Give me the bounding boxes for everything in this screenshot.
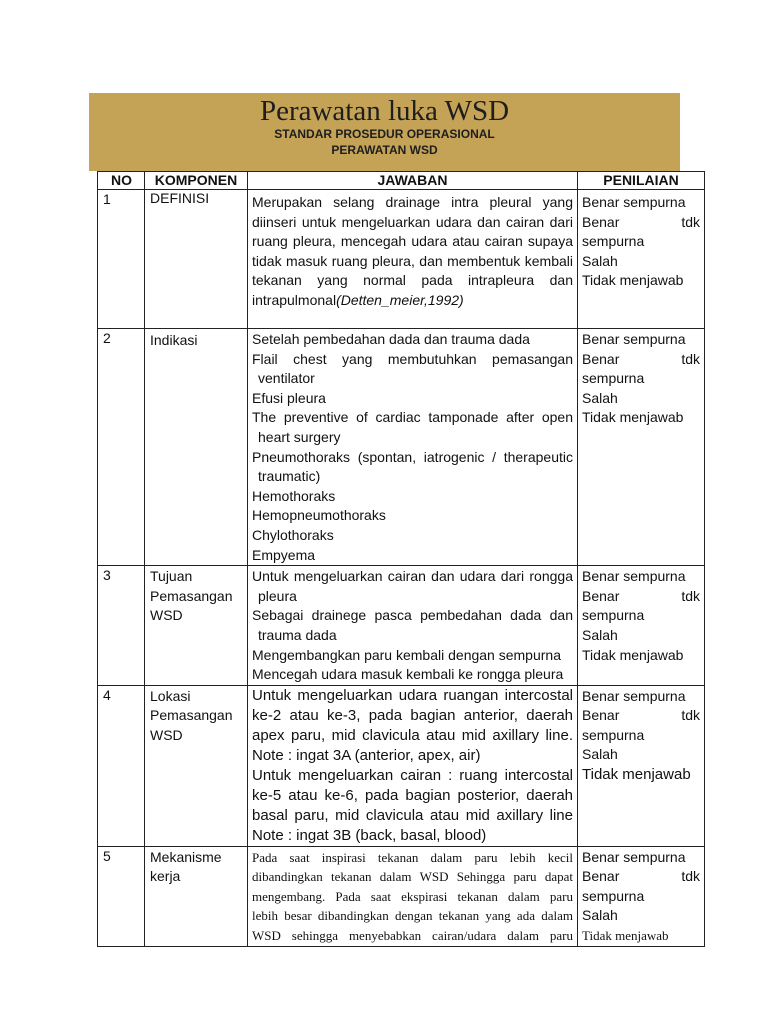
row-jawaban xyxy=(248,685,578,846)
row-komponen xyxy=(145,685,248,846)
penilaian-option: sempurna xyxy=(582,370,645,387)
title-banner xyxy=(89,93,680,171)
penilaian-option: Tidak menjawab xyxy=(582,646,684,663)
komponen-label: WSD xyxy=(150,726,183,743)
row-komponen xyxy=(145,846,248,946)
header-no: NO xyxy=(98,172,145,190)
penilaian-option: Salah xyxy=(582,626,618,643)
jawaban-line: diinseri untuk mengeluarkan udara dan cairan dari xyxy=(252,213,573,230)
penilaian-option: sempurna xyxy=(582,607,645,624)
jawaban-line: Note : ingat 3A (anterior, apex, air) xyxy=(252,746,481,764)
row-penilaian xyxy=(578,190,705,329)
row-number: 4 xyxy=(98,685,145,846)
jawaban-line: The preventive of cardiac tamponade after open xyxy=(252,409,573,426)
komponen-label: Mekanisme xyxy=(150,848,222,865)
komponen-label: Indikasi xyxy=(150,332,198,348)
jawaban-line: Empyema xyxy=(252,546,316,563)
row-penilaian xyxy=(578,329,705,566)
table-row xyxy=(98,566,705,686)
row-komponen xyxy=(145,190,248,329)
jawaban-line: Setelah pembedahan dada dan trauma dada xyxy=(252,331,530,347)
row-penilaian xyxy=(578,685,705,846)
jawaban-line: Chylothoraks xyxy=(252,526,334,543)
penilaian-word: tdk xyxy=(681,587,700,604)
penilaian-word: tdk xyxy=(681,213,700,230)
table-row xyxy=(98,190,705,329)
row-penilaian xyxy=(578,846,705,946)
penilaian-option: Salah xyxy=(582,907,618,924)
jawaban-line: dibandingkan tekanan dalam WSD Sehingga paru dapat xyxy=(252,869,573,885)
jawaban-line: Pada saat inspirasi tekanan dalam paru lebih kecil xyxy=(252,849,573,865)
row-number: 2 xyxy=(98,329,145,566)
komponen-label: WSD xyxy=(150,607,183,624)
jawaban-line: Mencegah udara masuk kembali ke rongga pleura xyxy=(252,666,564,683)
table-header-row xyxy=(98,172,705,190)
penilaian-word: tdk xyxy=(681,350,700,367)
subtitle-line-1: STANDAR PROSEDUR OPERASIONAL xyxy=(274,127,495,141)
komponen-label: DEFINISI xyxy=(150,190,210,206)
row-jawaban xyxy=(248,190,578,329)
jawaban-line: tekanan yang normal pada intrapleura dan xyxy=(252,272,573,289)
jawaban-line: Sebagai drainege pasca pembedahan dada dan xyxy=(252,607,573,624)
penilaian-word: Benar xyxy=(582,707,620,724)
penilaian-word: tdk xyxy=(681,707,700,724)
penilaian-option: Salah xyxy=(582,746,618,763)
jawaban-line: apex paru, mid clavicula atau mid axillary line. xyxy=(252,726,573,744)
jawaban-line: WSD sehingga menyebabkan cairan/udara dalam paru xyxy=(252,928,573,944)
row-jawaban xyxy=(248,566,578,686)
jawaban-line: basal paru, mid clavicula atau mid axillary line xyxy=(252,806,573,824)
jawaban-line: ventilator xyxy=(258,370,315,387)
header-jawaban: JAWABAN xyxy=(248,172,578,190)
jawaban-line: Untuk mengeluarkan cairan dan udara dari rongga xyxy=(252,568,573,585)
row-penilaian xyxy=(578,566,705,686)
komponen-label: kerja xyxy=(150,868,181,885)
penilaian-option: Tidak menjawab xyxy=(582,928,669,944)
table-row xyxy=(98,329,705,566)
penilaian-option: Benar sempurna xyxy=(582,568,686,585)
penilaian-option: Tidak menjawab xyxy=(582,409,684,426)
penilaian-word: Benar xyxy=(582,213,620,230)
penilaian-option: Salah xyxy=(582,389,618,406)
penilaian-option: sempurna xyxy=(582,233,645,250)
row-komponen xyxy=(145,329,248,566)
jawaban-line: ke-5 atau ke-6, pada bagian posterior, daerah xyxy=(252,786,573,804)
jawaban-line: ke-2 atau ke-3, pada bagian anterior, daerah xyxy=(252,706,573,724)
subtitle-line-2: PERAWATAN WSD xyxy=(331,143,438,157)
jawaban-line: traumatic) xyxy=(258,468,321,485)
penilaian-option: Tidak menjawab xyxy=(582,766,691,784)
penilaian-option xyxy=(582,706,700,726)
penilaian-option: Benar sempurna xyxy=(582,687,686,704)
komponen-label: Lokasi xyxy=(150,687,191,704)
penilaian-word: Benar xyxy=(582,350,620,367)
komponen-label: Pemasangan xyxy=(150,707,233,724)
penilaian-option: sempurna xyxy=(582,726,645,743)
jawaban-line: Hemopneumothoraks xyxy=(252,507,386,524)
document-title: Perawatan luka WSD xyxy=(259,95,510,127)
table-row xyxy=(98,846,705,946)
penilaian-word: Benar xyxy=(582,587,620,604)
komponen-label: Tujuan xyxy=(150,568,193,585)
jawaban-text: intrapulmonal xyxy=(252,291,337,308)
komponen-label: Pemasangan xyxy=(150,587,233,604)
row-jawaban xyxy=(248,846,578,946)
row-number: 3 xyxy=(98,566,145,686)
penilaian-option: Salah xyxy=(582,252,618,269)
row-jawaban xyxy=(248,329,578,566)
penilaian-option: Benar sempurna xyxy=(582,194,686,210)
jawaban-line: heart surgery xyxy=(258,428,341,445)
jawaban-line: Untuk mengeluarkan udara ruangan intercostal xyxy=(252,686,573,704)
jawaban-line: trauma dada xyxy=(258,626,337,643)
penilaian-option: sempurna xyxy=(582,887,645,904)
penilaian-option: Tidak menjawab xyxy=(582,272,684,289)
row-komponen xyxy=(145,566,248,686)
penilaian-option xyxy=(582,867,700,887)
penilaian-option xyxy=(582,587,700,607)
penilaian-option xyxy=(582,213,700,233)
header-penilaian: PENILAIAN xyxy=(578,172,705,190)
row-number: 5 xyxy=(98,846,145,946)
jawaban-line: Pneumothoraks (spontan, iatrogenic / therapeutic xyxy=(252,448,573,465)
penilaian-option: Benar sempurna xyxy=(582,848,686,865)
jawaban-line: lebih besar dibandingkan dengan tekanan yang ada dalam xyxy=(252,908,573,924)
penilaian-word: Benar xyxy=(582,868,620,885)
penilaian-word: tdk xyxy=(681,868,700,885)
jawaban-line: Note : ingat 3B (back, basal, blood) xyxy=(252,826,487,844)
row-number: 1 xyxy=(98,190,145,329)
jawaban-line-with-citation xyxy=(252,291,573,311)
table-row xyxy=(98,685,705,846)
penilaian-option xyxy=(582,350,700,370)
jawaban-line: ruang pleura, mencegah udara atau cairan supaya xyxy=(252,233,573,250)
jawaban-line: pleura xyxy=(258,587,297,604)
sop-table xyxy=(97,171,705,947)
jawaban-line: Untuk mengeluarkan cairan : ruang intercostal xyxy=(252,766,573,784)
jawaban-line: mengembang. Pada saat ekspirasi tekanan dalam paru xyxy=(252,888,573,904)
jawaban-line: tidak masuk ruang pleura, dan membentuk kembali xyxy=(252,252,573,269)
penilaian-option: Benar sempurna xyxy=(582,331,686,347)
header-komponen: KOMPONEN xyxy=(145,172,248,190)
jawaban-line: Merupakan selang drainage intra pleural yang xyxy=(252,194,573,210)
jawaban-line: Efusi pleura xyxy=(252,389,326,406)
jawaban-line: Hemothoraks xyxy=(252,487,336,504)
jawaban-line: Mengembangkan paru kembali dengan sempurna xyxy=(252,646,561,663)
citation: (Detten_meier,1992) xyxy=(336,291,464,308)
jawaban-line: Flail chest yang membutuhkan pemasangan xyxy=(252,350,573,367)
